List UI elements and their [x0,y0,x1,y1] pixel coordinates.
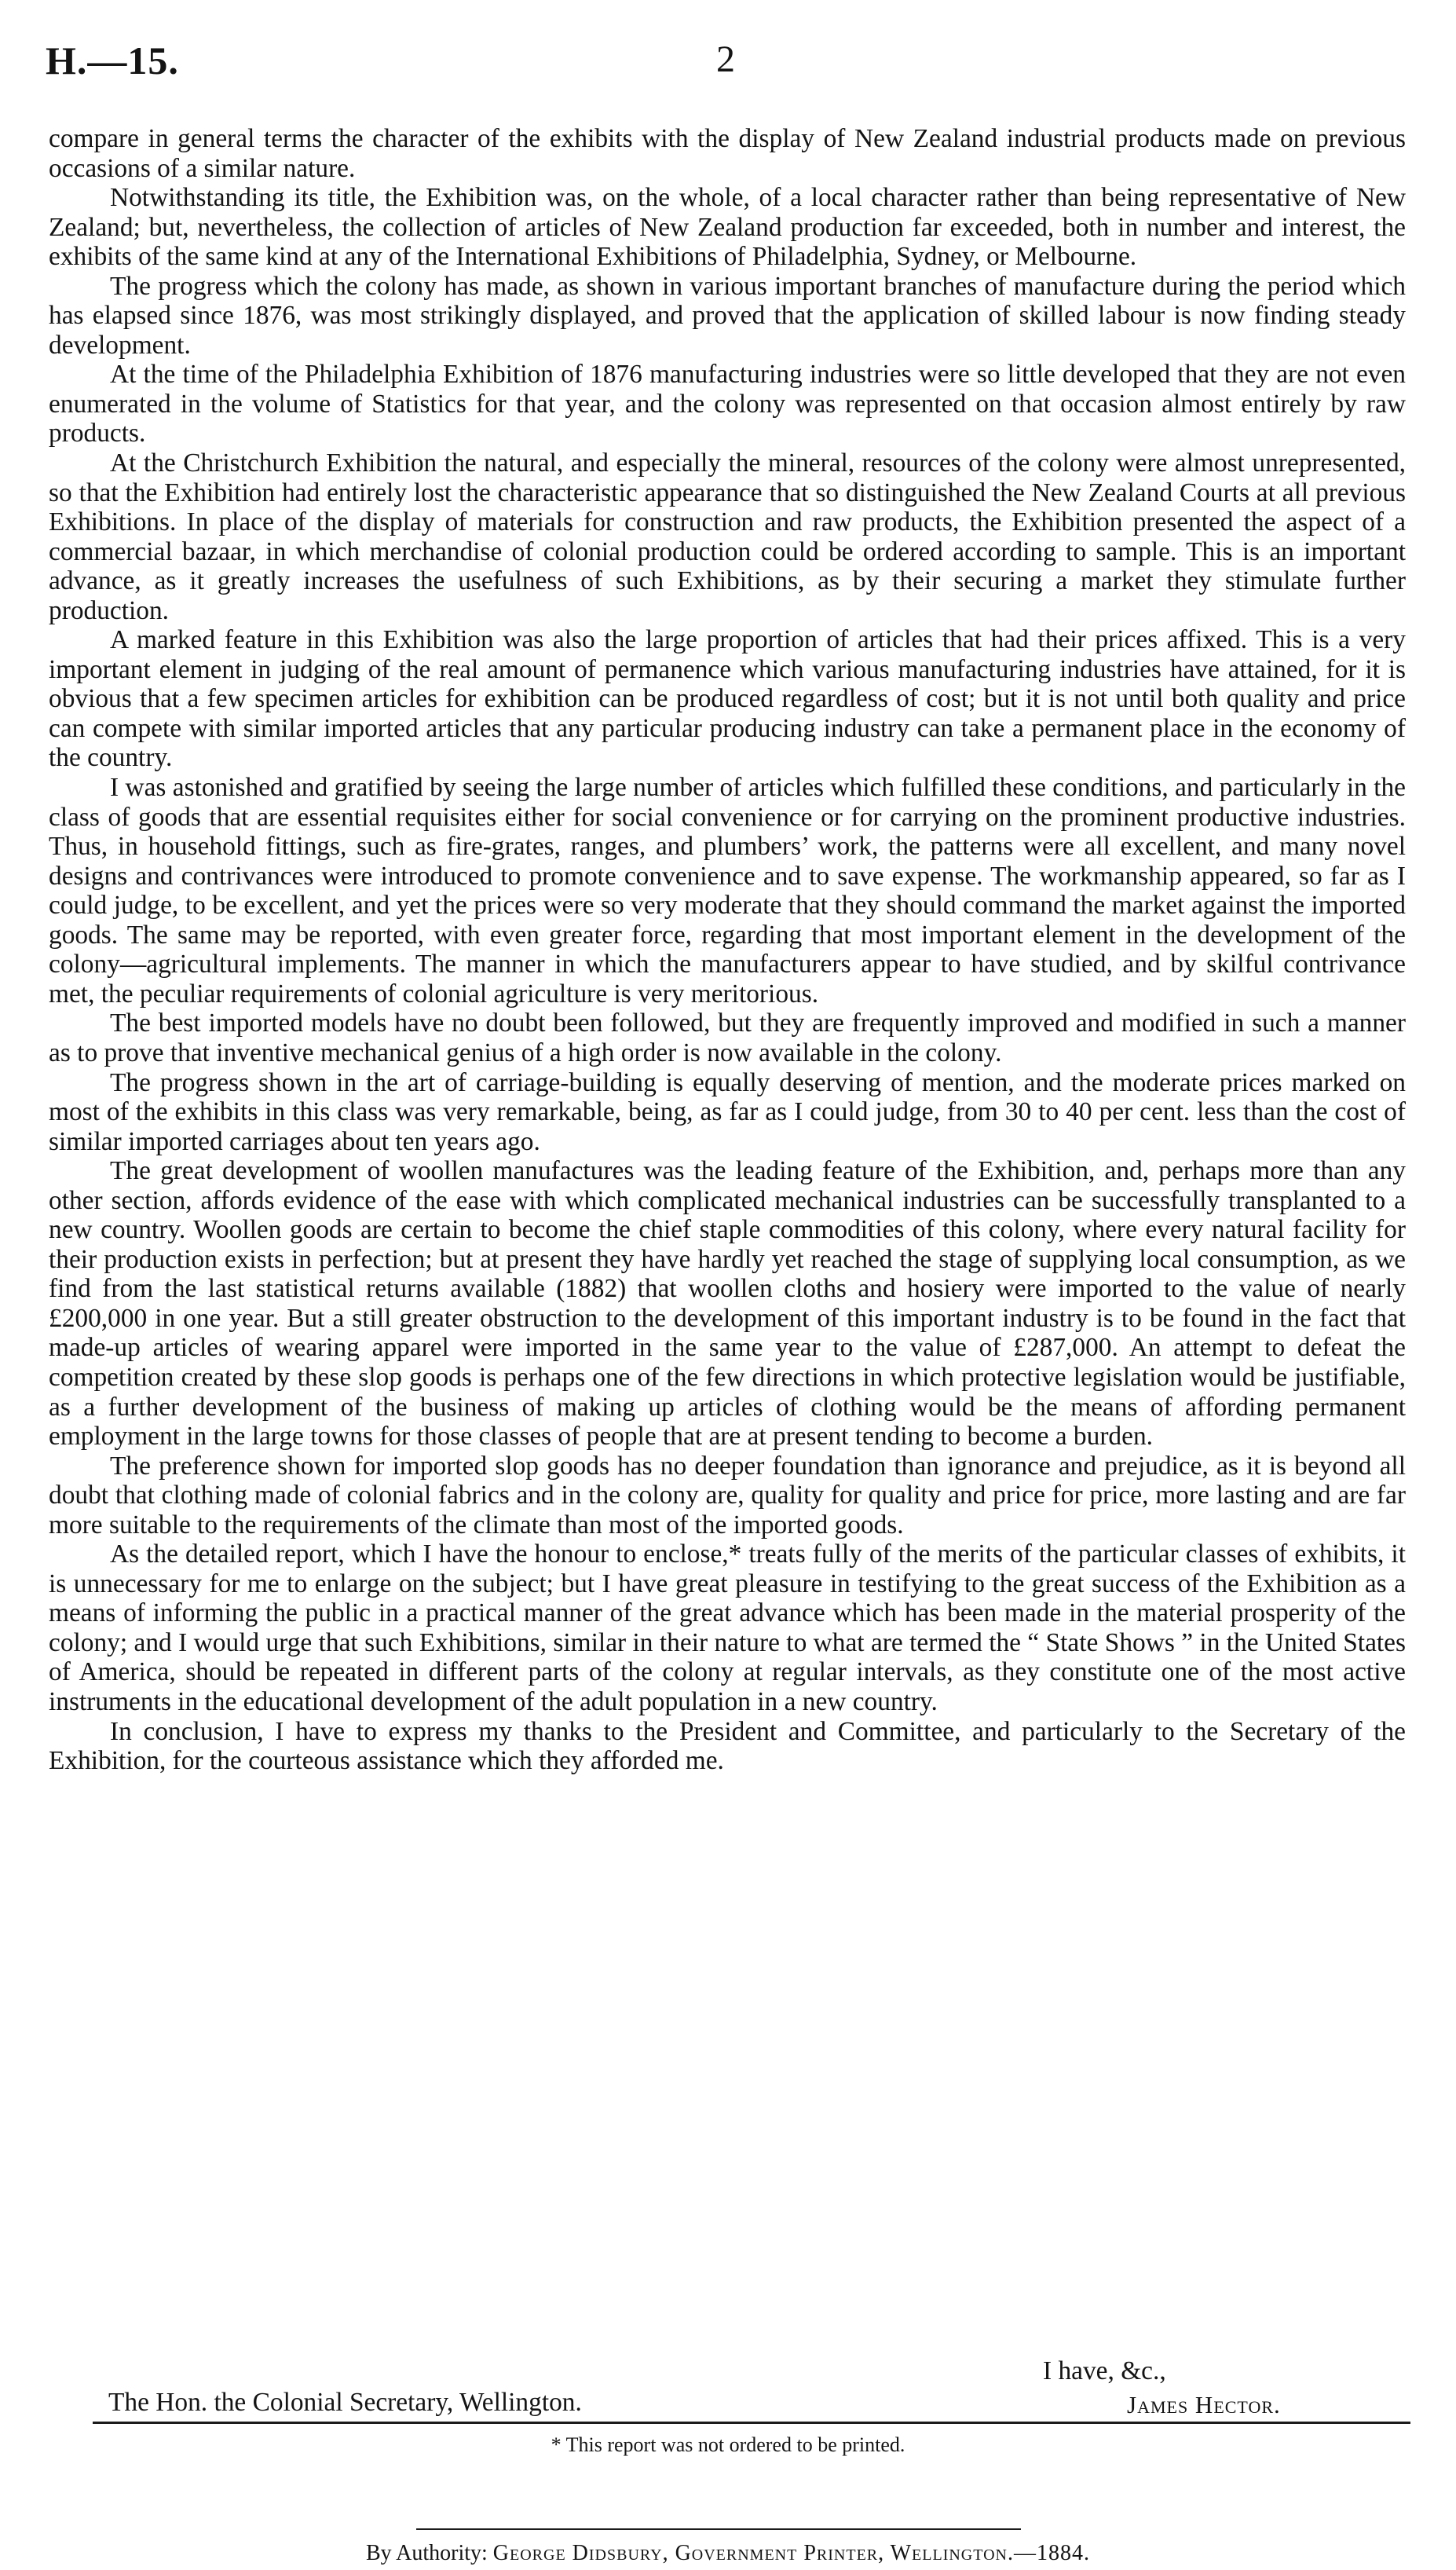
printer-imprint [0,2541,1456,2566]
paragraph: The progress shown in the art of carriage-building is equally deserving of mention, and the moderate prices marked on most of the exhibits in this class was very remarkable, being, as far as I could judge, from 30 to 40 per cent. less than the cost of similar imported carriages about ten years ago. [49,1067,1406,1156]
paragraph: In conclusion, I have to express my thanks to the President and Committee, and particularly to the Secretary of the Exhibition, for the courteous assistance which they afforded me. [49,1716,1406,1776]
paragraph: The preference shown for imported slop goods has no deeper foundation than ignorance and prejudice, as it is beyond all doubt that clothing made of colonial fabrics and in the colony are, quality for quality and price for price, more lasting and are far more suitable to the requirements of the climate than most of the imported goods. [49,1451,1406,1539]
paragraph: Notwithstanding its title, the Exhibition was, on the whole, of a local character rather than being representative of New Zealand; but, nevertheless, the collection of articles of New Zealand production far exceeded, both in number and interest, the exhibits of the same kind at any of the International Exhibitions of Philadelphia, Sydney, or Melbourne. [49,183,1406,272]
imprint-printer: George Didsbury, Government Printer, Wellington.—1884. [492,2541,1090,2565]
page-number: 2 [716,38,735,80]
document-reference: H.—15. [46,38,179,82]
paragraph: As the detailed report, which I have the honour to enclose,* treats fully of the merits of the particular classes of exhibits, it is unnecessary for me to enlarge on the subject; but I have great pleasure in testifying to the great success of the Exhibition as a means of informing the public in a practical manner of the great advance which has been made in the material prosperity of the colony; and I would urge that such Exhibitions, similar in their nature to what are termed the “ State Shows ” in the United States of America, should be repeated in different parts of the colony at regular intervals, as they constitute one of the most active instruments in the educational development of the adult population in a new country. [49,1539,1406,1716]
footnote-divider [93,2422,1410,2424]
paragraph: At the Christchurch Exhibition the natural, and especially the mineral, resources of the colony were almost unrepresented, so that the Exhibition had entirely lost the characteristic appearance that so distinguished the New Zealand Courts at all previous Exhibitions. In place of the display of materials for construction and raw products, the Exhibition presented the aspect of a commercial bazaar, in which merchandise of colonial production could be ordered according to sample. This is an important advance, as it greatly increases the usefulness of such Exhibitions, as by their securing a market they stimulate further production. [49,448,1406,625]
imprint-prefix: By Authority: [365,2541,488,2565]
paragraph: At the time of the Philadelphia Exhibition of 1876 manufacturing industries were so little developed that they are not even enumerated in the volume of Statistics for that year, and the colony was represented on that occasion almost entirely by raw products. [49,360,1406,448]
paragraph: compare in general terms the character of the exhibits with the display of New Zealand industrial products made on previous occasions of a similar nature. [49,124,1406,183]
paragraph: The great development of woollen manufactures was the leading feature of the Exhibition, and, perhaps more than any other section, affords evidence of the ease with which complicated mechanical industries can be successfully transplanted to a new country. Woollen goods are certain to become the chief staple commodities of this colony, where every natural facility for their production exists in perfection; but at present they have hardly yet reached the stage of supplying local consumption, as we find from the last statistical returns available (1882) that woollen cloths and hosiery were imported to the value of nearly £200,000 in one year. But a still greater obstruction to the development of this important industry is to be found in the fact that made-up articles of wearing apparel were imported in the same year to the value of £287,000. An attempt to defeat the competition created by these slop goods is perhaps one of the few directions in which protective legislation would be justifiable, as a further development of the business of making up articles of clothing would be the means of affording permanent employment in the large towns for those classes of people that are at present tending to become a burden. [49,1156,1406,1452]
closing-greeting: I have, &c., [1043,2356,1166,2385]
paragraph: A marked feature in this Exhibition was also the large proportion of articles that had their prices affixed. This is a very important element in judging of the real amount of permanence which various manufacturing industries have attained, for it is obvious that a few specimen articles for exhibition can be produced regardless of cost; but it is not until both quality and price can compete with similar imported articles that any particular producing industry can take a permanent place in the economy of the country. [49,625,1406,773]
footnote: * This report was not ordered to be printed. [551,2433,905,2456]
paragraph: The progress which the colony has made, as shown in various important branches of manufacture during the period which has elapsed since 1876, was most strikingly displayed, and proved that the application of skilled labour is now finding steady development. [49,271,1406,360]
signature: James Hector. [1127,2391,1281,2418]
paragraph: The best imported models have no doubt been followed, but they are frequently improved and modified in such a manner as to prove that inventive mechanical genius of a high order is now available in the colony. [49,1009,1406,1067]
body-text [49,124,1406,1776]
paragraph: I was astonished and gratified by seeing the large number of articles which fulfilled these conditions, and particularly in the class of goods that are essential requisites either for social convenience or for carrying on the prominent productive industries. Thus, in household fittings, such as fire-grates, ranges, and plumbers’ work, the patterns were all excellent, and many novel designs and contrivances were introduced to promote convenience and to save expense. The workmanship appeared, so far as I could judge, to be excellent, and yet the prices were so very moderate that they should command the market against the imported goods. The same may be reported, with even greater force, regarding that most important element in the development of the colony—agricultural implements. The manner in which the manufacturers appear to have studied, and by skilful contrivance met, the peculiar requirements of colonial agriculture is very meritorious. [49,773,1406,1009]
imprint-divider [416,2528,1021,2530]
addressee: The Hon. the Colonial Secretary, Wellington. [108,2388,582,2417]
